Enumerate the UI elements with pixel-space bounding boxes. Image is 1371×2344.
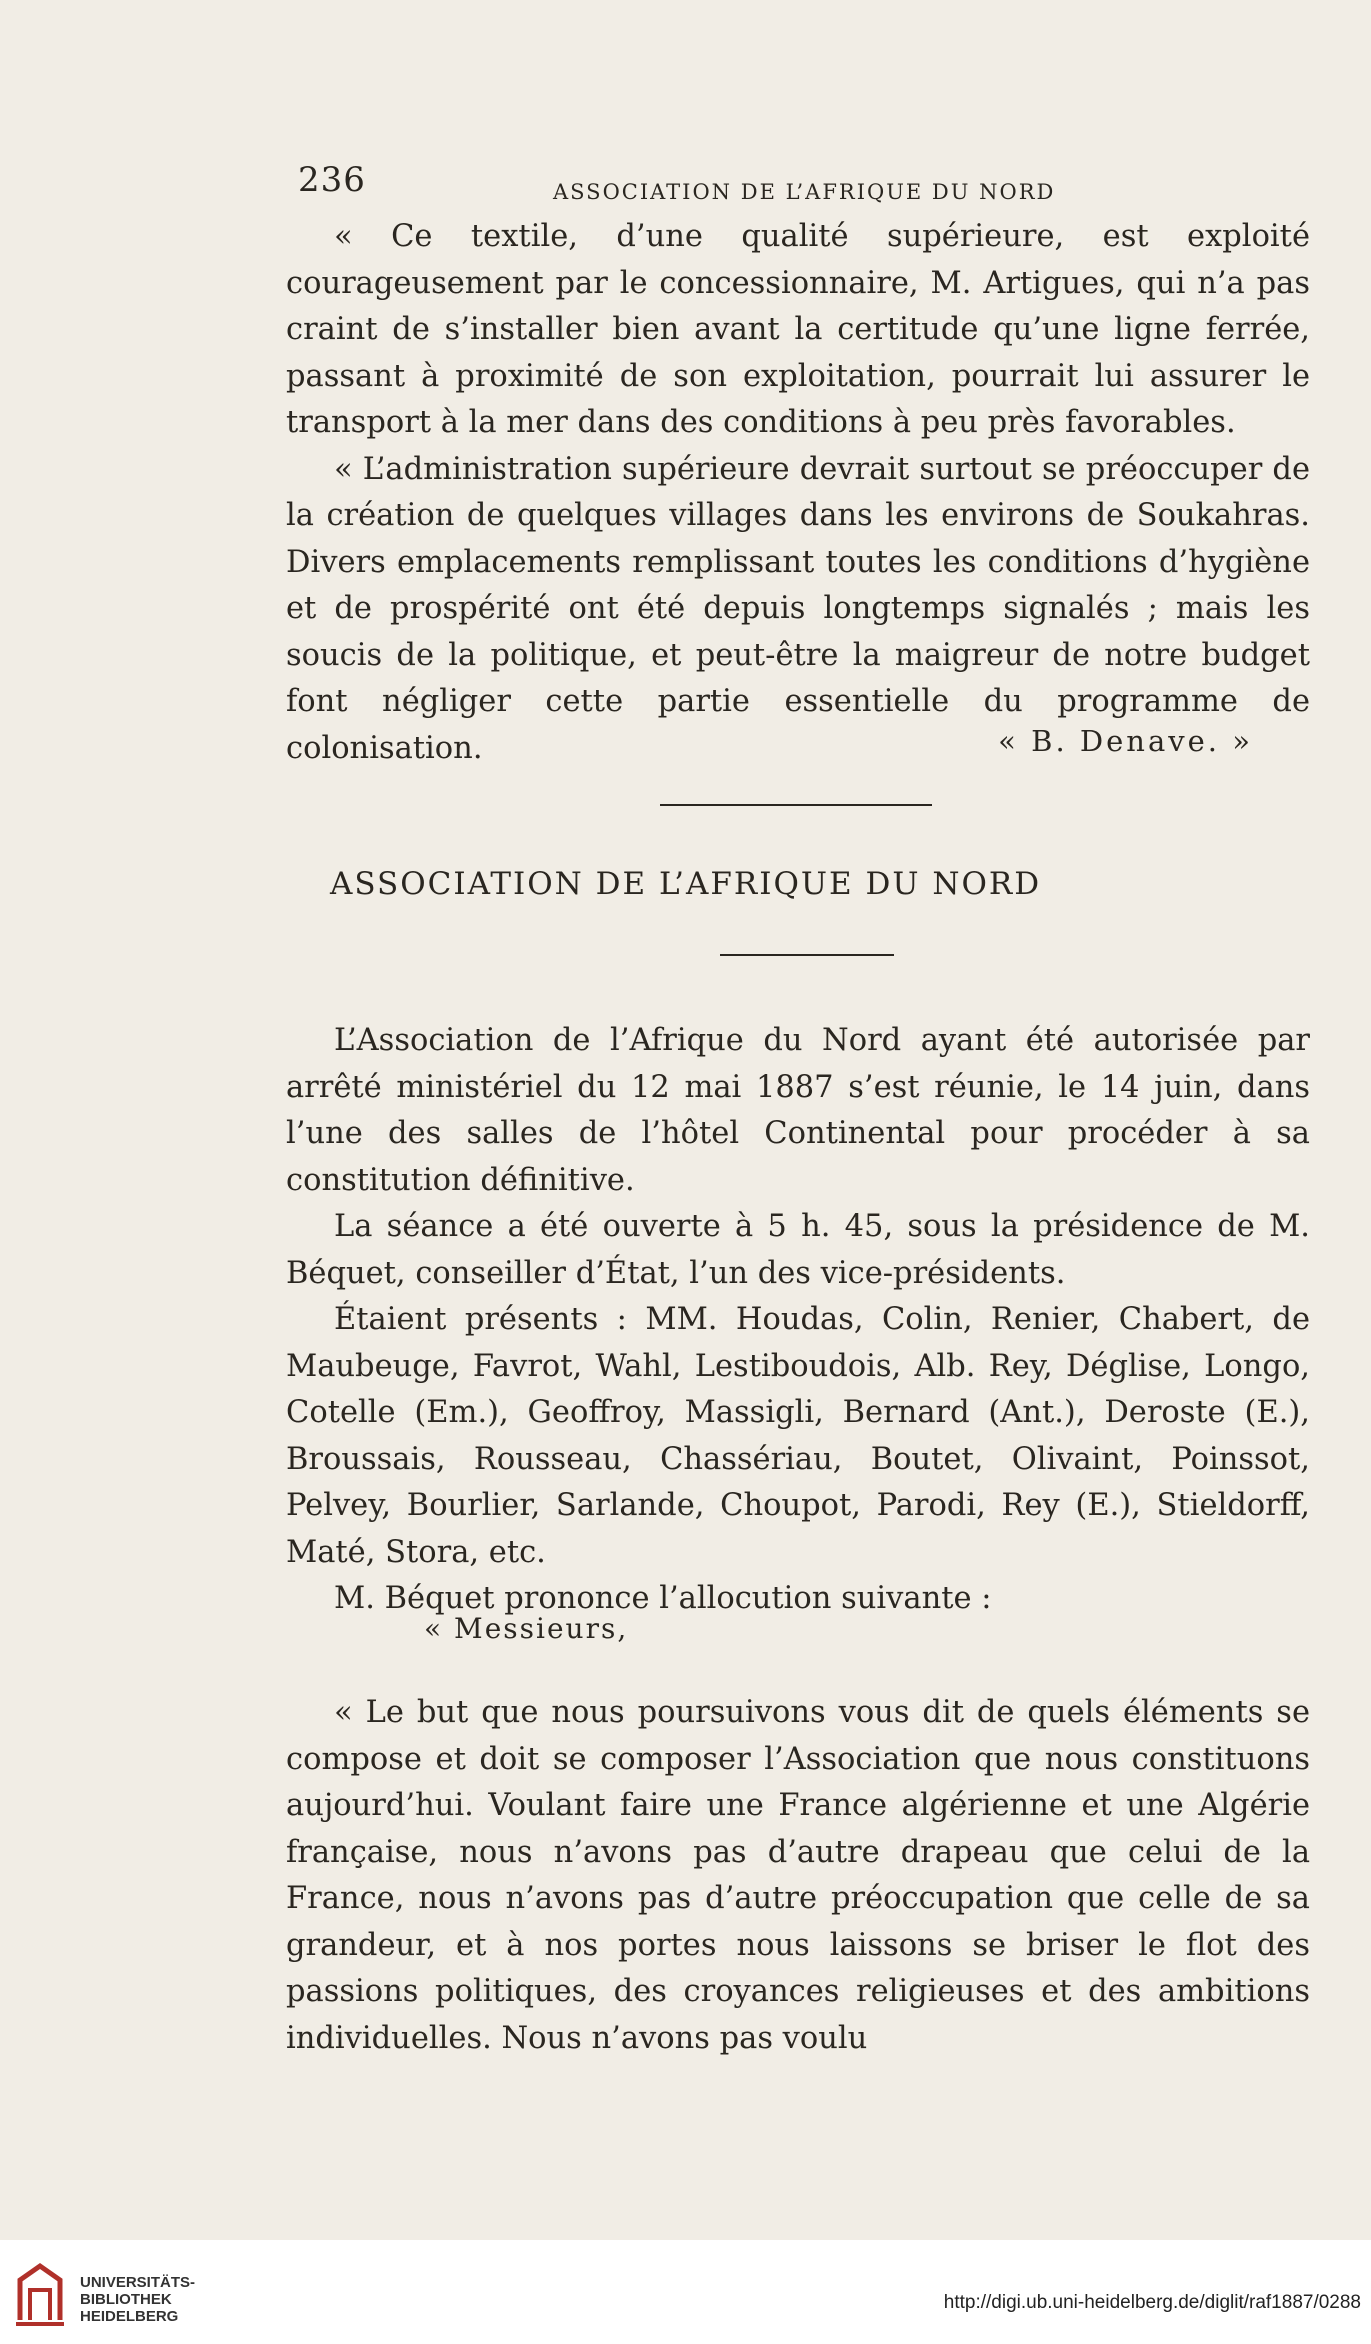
paragraph: « L’administration supérieure devrait surtout se préoccuper de la création de quelques villages dans les environs de Soukahras. Divers emplacements remplissant toutes les conditions d’hygiène et de prospérité ont été depuis longtemps signalés ; mais les soucis de la politique, et peut-être la maigreur de notre budget font négliger cette partie essentielle du programme de colonisation. [286,451,1310,766]
page-number: 236 [298,160,366,200]
previous-article-text [286,214,1310,772]
salutation: « Messieurs, [424,1612,629,1645]
article-text [286,1018,1310,1623]
section-title: ASSOCIATION DE L’AFRIQUE DU NORD [329,866,1042,902]
library-name [80,2274,195,2325]
paragraph: Étaient présents : MM. Houdas, Colin, Renier, Chabert, de Maubeuge, Favrot, Wahl, Lestiboudois, Alb. Rey, Déglise, Longo, Cotelle (Em.), Geoffroy, Massigli, Bernard (Ant.), Deroste (E.), Broussais, Rousseau, Chassériau, Boutet, Olivaint, Poinssot, Pelvey, Bourlier, Sarlande, Choupot, Parodi, Rey (E.), Stieldorff, Maté, Stora, etc. [286,1302,1310,1570]
running-title: ASSOCIATION DE L’AFRIQUE DU NORD [553,180,1056,204]
signature: « B. Denave. » [998,724,1253,758]
viewer-footer [0,2240,1371,2344]
heidelberg-library-logo-icon [12,2260,68,2330]
paragraph: M. Béquet prononce l’allocution suivante : [334,1581,992,1616]
permalink[interactable]: http://digi.ub.uni-heidelberg.de/diglit/raf1887/0288 [943,2292,1361,2313]
library-line: UNIVERSITÄTS- [80,2274,196,2291]
paragraph: « Ce textile, d’une qualité supérieure, est exploité courageusement par le concessionnaire, M. Artigues, qui n’a pas craint de s’installer bien avant la certitude qu’une ligne ferrée, passant à proximité de son exploitation, pourrait lui assurer le transport à la mer dans des conditions à peu près favorables. [286,219,1310,440]
separator-rule [660,804,932,806]
paragraph: L’Association de l’Afrique du Nord ayant été autorisée par arrêté ministériel du 12 mai 1887 s’est réunie, le 14 juin, dans l’une des salles de l’hôtel Continental pour procéder à sa constitution définitive. [286,1023,1310,1198]
speech-text [286,1690,1310,2062]
title-underline-rule [720,954,894,956]
paragraph: La séance a été ouverte à 5 h. 45, sous la présidence de M. Béquet, conseiller d’État, l’un des vice-présidents. [286,1209,1310,1291]
library-line: BIBLIOTHEK [80,2291,172,2308]
paragraph: « Le but que nous poursuivons vous dit de quels éléments se compose et doit se composer l’Association que nous constituons aujourd’hui. Voulant faire une France algérienne et une Algérie française, nous n’avons pas d’autre drapeau que celui de la France, nous n’avons pas d’autre préoccupation que celle de sa grandeur, et à nos portes nous laissons se briser le flot des passions politiques, des croyances religieuses et des ambitions individuelles. Nous n’avons pas voulu [286,1695,1310,2056]
library-line: HEIDELBERG [80,2308,179,2325]
